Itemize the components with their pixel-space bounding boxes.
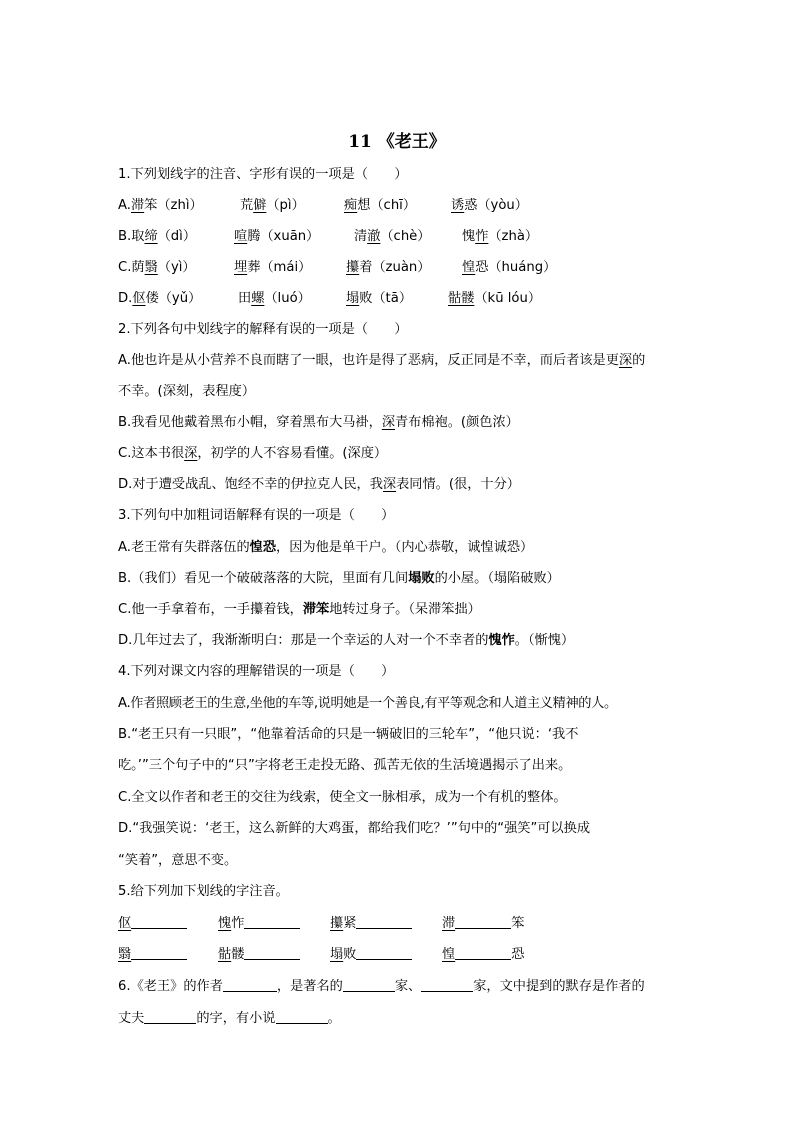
answer-blank[interactable] [144, 1009, 196, 1024]
q1-row-c [118, 257, 718, 279]
q1-d-item-2: 田螺（luó） [238, 291, 311, 306]
q5-item: 愧怍 [218, 913, 300, 935]
q3-option-c: C.他一手拿着布，一手攥着钱，滞笨地转过身子。（呆滞笨拙） [118, 602, 481, 617]
q1-b-option: B.取缔（dì） [118, 229, 197, 244]
q5-item: 塌败 [330, 944, 412, 966]
answer-blank[interactable] [131, 945, 187, 960]
q1-c-item-4: 惶恐（huáng） [462, 260, 557, 275]
q2-stem: 2.下列各句中划线字的解释有误的一项是（ ） [118, 322, 408, 337]
q1-c-option: C.荫翳（yì） [118, 260, 196, 275]
q1-b-item-2: 喧腾（xuān） [234, 229, 320, 244]
q5-item: 滞 笨 [442, 916, 525, 931]
q1-c-item-3: 攥着（zuàn） [346, 260, 431, 275]
q5-row-1 [118, 913, 718, 935]
answer-blank[interactable] [276, 1009, 328, 1024]
q2-option-a: A.他也许是从小营养不良而瞎了一眼，也许是得了恶病，反正同是不幸，而后者该是更深的 [118, 353, 646, 368]
answer-blank[interactable] [356, 945, 412, 960]
q5-stem: 5.给下列加下划线的字注音。 [118, 884, 289, 899]
answer-blank[interactable] [455, 945, 511, 960]
q1-a-option: A.滞笨（zhì） [118, 198, 203, 213]
q4-option-b: B.“老王只有一只眼”，“他靠着活命的只是一辆破旧的三轮车”，“他只说：‘我不 [118, 727, 579, 742]
q3-stem: 3.下列句中加粗词语解释有误的一项是（ ） [118, 508, 395, 523]
answer-blank[interactable] [131, 914, 187, 929]
q1-a-item-3: 痴想（chī） [344, 198, 417, 213]
q5-item: 骷髅 [218, 944, 300, 966]
q1-c-item-2: 埋葬（mái） [234, 260, 312, 275]
q1-d-option: D.伛偻（yǔ） [118, 291, 202, 306]
answer-blank[interactable] [244, 945, 300, 960]
q5-item: 伛 [118, 913, 187, 935]
q3-option-d: D.几年过去了，我渐渐明白：那是一个幸运的人对一个不幸者的愧怍。（惭愧） [118, 633, 575, 648]
q5-item: 翳 [118, 944, 187, 966]
answer-blank[interactable] [343, 977, 395, 992]
q1-a-item-4: 诱惑（yòu） [451, 198, 528, 213]
answer-blank[interactable] [455, 914, 511, 929]
q4-option-d-cont: “笑着”，意思不变。 [118, 853, 238, 868]
answer-blank[interactable] [223, 977, 277, 992]
q4-option-b-cont: 吃。’”三个句子中的“只”字将老王走投无路、孤苦无依的生活境遇揭示了出来。 [118, 758, 572, 773]
q4-option-a: A.作者照顾老王的生意,坐他的车等,说明她是一个善良,有平等观念和人道主义精神的人。 [118, 696, 617, 711]
q1-stem: 1.下列划线字的注音、字形有误的一项是（ ） [118, 167, 408, 182]
q3-option-b: B.（我们）看见一个破破落落的大院，里面有几间塌败的小屋。（塌陷破败） [118, 571, 560, 586]
q1-d-item-3: 塌败（tā） [346, 291, 413, 306]
page-title: 11 《老王》 [348, 132, 446, 152]
q1-b-item-4: 愧怍（zhà） [462, 229, 539, 244]
q6-line-1: 6.《老王》的作者 ，是著名的 家、 家，文中提到的默存是作者的 [118, 979, 645, 994]
answer-blank[interactable] [421, 977, 473, 992]
q5-item: 攥紧 [330, 913, 412, 935]
q2-option-d: D.对于遭受战乱、饱经不幸的伊拉克人民，我深表同情。(很，十分） [118, 477, 520, 492]
q5-item: 惶 恐 [442, 947, 525, 962]
answer-blank[interactable] [244, 914, 300, 929]
q1-b-item-3: 清澈（chè） [354, 229, 431, 244]
q1-row-b [118, 226, 718, 248]
q2-option-b: B.我看见他戴着黑布小帽，穿着黑布大马褂，深青布棉袍。(颜色浓） [118, 415, 519, 430]
q1-a-item-2: 荒僻（pì） [240, 198, 305, 213]
q1-d-item-4: 骷髅（kū lóu） [448, 291, 542, 306]
q1-row-d [118, 288, 718, 310]
q5-row-2 [118, 944, 718, 966]
q4-stem: 4.下列对课文内容的理解错误的一项是（ ） [118, 664, 395, 679]
q6-line-2: 丈夫 的字，有小说 。 [118, 1011, 341, 1026]
q1-row-a [118, 195, 718, 217]
q3-option-a: A.老王常有失群落伍的惶恐，因为他是单干户。（内心恭敬，诚惶诚恐） [118, 540, 534, 555]
q4-option-c: C.全文以作者和老王的交往为线索，使全文一脉相承，成为一个有机的整体。 [118, 790, 567, 805]
q2-option-a-cont: 不幸。(深刻，表程度） [118, 384, 256, 399]
q2-option-c: C.这本书很深，初学的人不容易看懂。(深度） [118, 446, 388, 461]
answer-blank[interactable] [356, 914, 412, 929]
q4-option-d: D.“我强笑说：‘老王，这么新鲜的大鸡蛋，都给我们吃？’”句中的“强笑”可以换成 [118, 821, 591, 836]
